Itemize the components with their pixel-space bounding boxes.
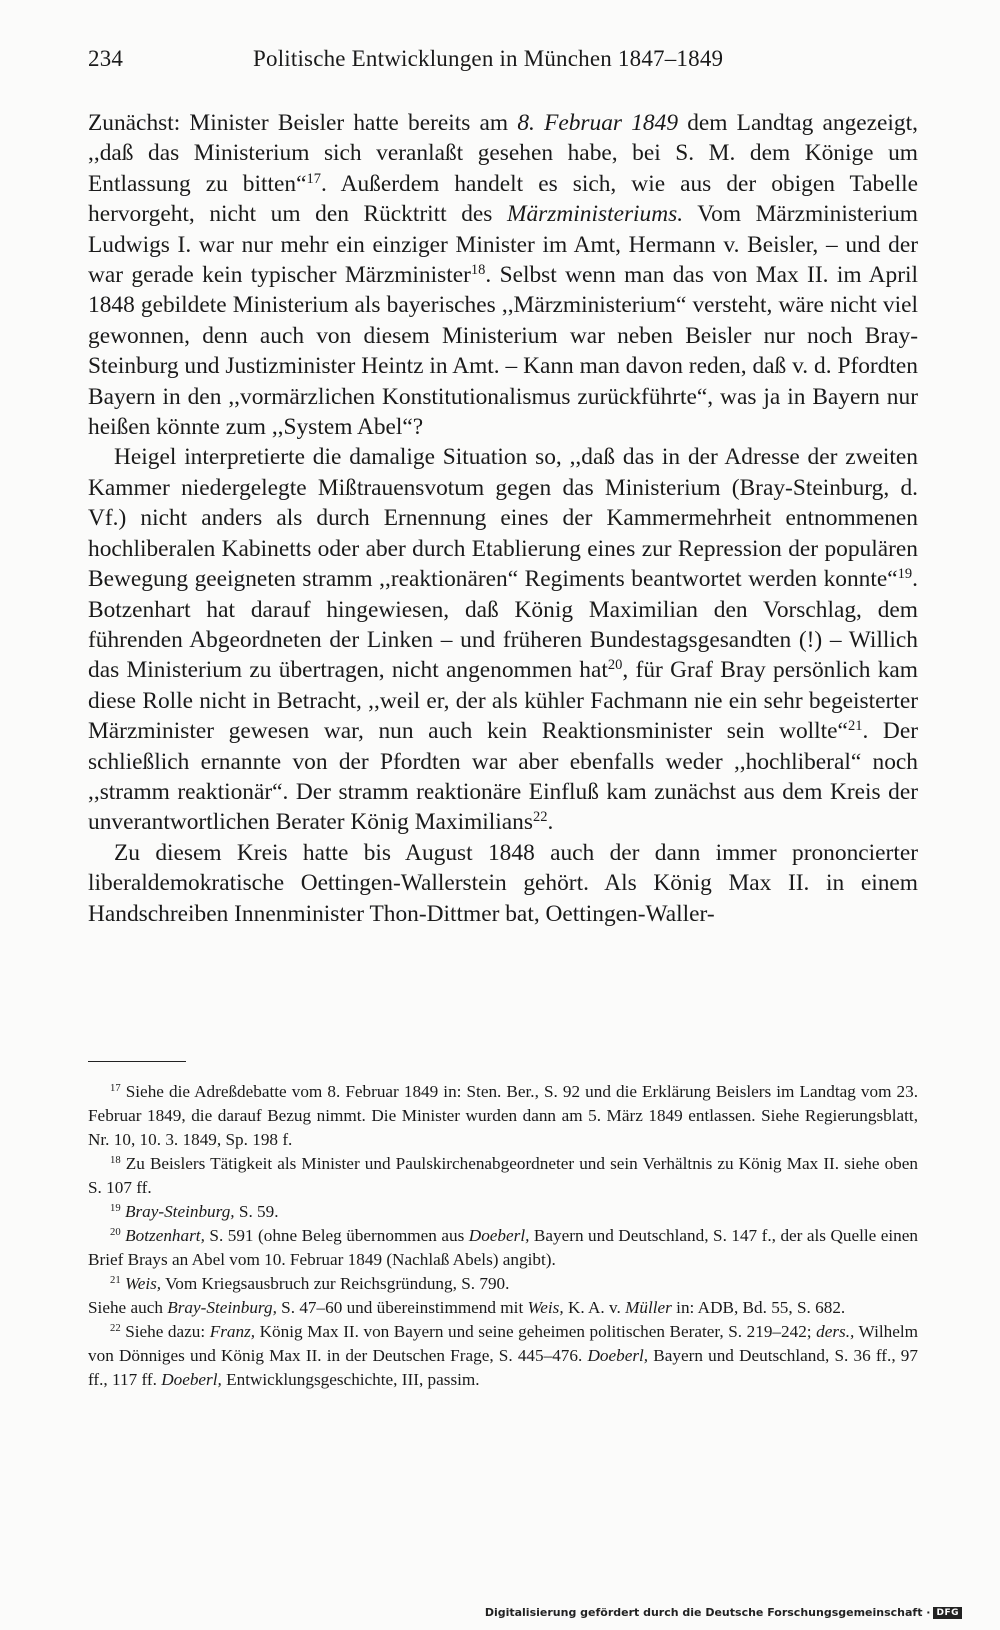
footnote-marker: 18 [110,1155,121,1167]
italic-text: Weis, [527,1298,564,1317]
page-header [88,46,918,80]
italic-text: 8. Februar 1849 [517,110,679,136]
footnote-19: $^{19}$ Bray-Steinburg, S. 59. [110,1202,279,1221]
footnote-21-continuation: Siehe auch Bray-Steinburg, S. 47–60 und übereinstimmend mit Weis, K. A. v. Müller in: ADB, Bd. 55, S. 682. [88,1298,846,1317]
paragraph: Zunächst: Minister Beisler hatte bereits am 8. Februar 1849 dem Landtag angezeigt, ,,daß das Ministerium sich veranlaßt gesehen habe, bei S. M. dem Könige um Entlassung zu bitten“$^{17}$. Außerdem handelt es sich, wie aus der obigen Tabelle hervorgeht, nicht um den Rücktritt des Märzministeriums. Vom Märzministerium Ludwigs I. war nur mehr ein einziger Minister im Amt, Hermann v. Beisler, – und der war gerade kein typischer Märzminister$^{18}$. Selbst wenn man das von Max II. im April 1848 gebildete Ministerium als bayerisches ,,Märzministerium“ versteht, wäre nicht viel gewonnen, denn auch von diesem Ministerium war neben Beisler nur noch Bray-Steinburg und Justizminister Heintz in Amt. – Kann man davon reden, daß v. d. Pfordten Bayern in den ,,vormärzlichen Konstitutionalismus zurückführte“, was ja in Bayern nur heißen könnte zum ,,System Abel“? [88,110,919,441]
credit-text: Digitalisierung gefördert durch die Deutsche Forschungsgemeinschaft · [484,1606,931,1619]
digitization-credit [485,1606,962,1619]
footnote-separator [88,1061,186,1062]
footnote-18: $^{18}$ Zu Beislers Tätigkeit als Minister und Paulskirchenabgeordneter und sein Verhältnis zu König Max II. siehe oben S. 107 ff. [88,1154,918,1197]
paragraph: Zu diesem Kreis hatte bis August 1848 auch der dann immer prononcierter liberaldemokratische Oettingen-Wallerstein gehört. Als König Max II. in einem Handschreiben Innenminister Thon-Dittmer bat, Oettingen-Waller- [88,839,918,927]
footnote-marker: 17 [306,170,321,187]
footnotes [88,1080,918,1392]
italic-text: ders., [816,1322,855,1341]
footnote-marker: 22 [110,1323,121,1335]
footnote-marker: 21 [847,718,863,735]
main-text [88,108,918,929]
footnote-marker: 21 [110,1275,121,1287]
footnote-20: $^{20}$ Botzenhart, S. 591 (ohne Beleg übernommen aus Doeberl, Bayern und Deutschland, S. 147 f., der als Quelle einen Brief Brays an Abel vom 10. Februar 1849 (Nachlaß Abels) angibt). [88,1226,918,1269]
dfg-logo: DFG [933,1607,962,1619]
footnote-21: $^{21}$ Weis, Vom Kriegsausbruch zur Reichsgründung, S. 790. [110,1274,510,1293]
italic-text: Weis, [124,1274,162,1293]
footnote-marker: 19 [897,566,913,583]
italic-text: Bray-Steinburg, [167,1298,277,1317]
page-number: 234 [88,46,124,71]
footnote-22: $^{22}$ Siehe dazu: Franz, König Max II. von Bayern und seine geheimen politischen Berater, S. 219–242; ders., Wilhelm von Dönniges und König Max II. in der Deutschen Frage, S. 445–476. Doeberl, Bayern und Deutschland, S. 36 ff., 97 ff., 117 ff. Doeberl, Entwicklungsgeschichte, III, passim. [88,1322,918,1389]
footnote-17: $^{17}$ Siehe die Adreßdebatte vom 8. Februar 1849 in: Sten. Ber., S. 92 und die Erklärung Beislers im Landtag vom 23. Februar 1849, die darauf Bezug nimmt. Die Minister wurden dann am 5. März 1849 entlassen. Siehe Regierungsblatt, Nr. 10, 10. 3. 1849, Sp. 198 f. [88,1082,918,1149]
footnote-marker: 19 [110,1203,121,1215]
italic-text: Bray-Steinburg, [124,1202,235,1221]
footnote-marker: 20 [110,1227,121,1239]
footnote-marker: 18 [470,262,486,279]
italic-text: Märzministeriums. [507,201,684,228]
italic-text: Müller [625,1298,672,1317]
italic-text: Franz, [209,1322,256,1341]
italic-text: Doeberl, [161,1370,222,1389]
italic-text: Botzenhart, [125,1226,205,1245]
footnote-marker: 22 [532,809,548,826]
italic-text: Doeberl, [587,1346,649,1365]
paragraph: Heigel interpretierte die damalige Situation so, ,,daß das in der Adresse der zweiten Kammer niedergelegte Mißtrauensvotum gegen das Ministerium (Bray-Steinburg, d. Vf.) nicht anders als durch Ernennung eines der Kammermehrheit entnommenen hochliberalen Kabinetts oder aber durch Etablierung eines zur Repression der populären Bewegung geeigneten stramm ,,reaktionären“ Regiments beantwortet werden konnte“$^{19}$. Botzenhart hat darauf hingewiesen, daß König Maximilian den Vorschlag, dem führenden Abgeordneten der Linken – und früheren Bundestagsgesandten (!) – Willich das Ministerium zu übertragen, nicht angenommen hat$^{20}$, für Graf Bray persönlich kam diese Rolle nicht in Betracht, ,,weil er, der als kühler Fachmann nie ein sehr begeisterter Märzminister gewesen war, nun auch kein Reaktionsminister sein wollte“$^{21}$. Der schließlich ernannte von der Pfordten war aber ebenfalls weder ,,hochliberal“ noch ,,stramm reaktionär“. Der stramm reaktionäre Einfluß kam zunächst aus dem Kreis der unverantwortlichen Berater König Maximilians$^{22}$. [88,444,919,836]
footnote-marker: 20 [607,657,623,674]
italic-text: Doeberl, [468,1226,530,1245]
running-title: Politische Entwicklungen in München 1847–1849 [253,46,724,71]
footnote-marker: 17 [110,1083,121,1095]
